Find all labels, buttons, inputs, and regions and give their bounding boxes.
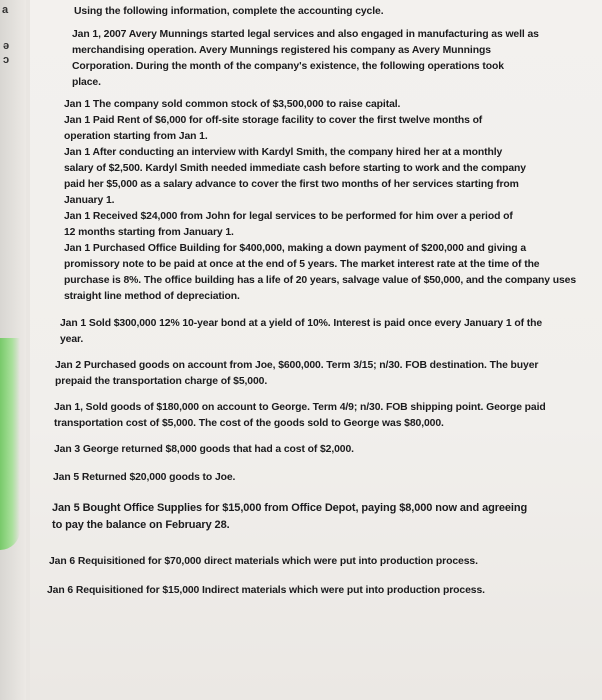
- transaction-line: Jan 5 Bought Office Supplies for $15,000 from Office Depot, paying $8,000 now and agreeing: [52, 502, 528, 514]
- jan3-return-transaction: [54, 442, 354, 458]
- edge-mark-3: ɔ: [3, 54, 10, 66]
- transaction-line: 12 months starting from January 1.: [64, 227, 234, 238]
- transaction-line: purchase is 8%. The office building has a life of 20 years, salvage value of $50,000, and the company uses: [64, 275, 577, 286]
- intro-line: Corporation. During the month of the company's existence, the following operations took: [72, 61, 504, 72]
- transaction-line: Jan 1 The company sold common stock of $3,500,000 to raise capital.: [64, 99, 401, 110]
- transaction-line: transportation cost of $5,000. The cost of the goods sold to George was $80,000.: [54, 418, 444, 429]
- transaction-line: Jan 1 Paid Rent of $6,000 for off-site storage facility to cover the first twelve months of: [64, 115, 483, 126]
- edge-mark-1: a: [2, 4, 9, 16]
- edge-mark-2: ə: [3, 40, 10, 52]
- document-title: [74, 4, 384, 20]
- jan6-direct-materials-transaction: [49, 554, 478, 570]
- transaction-line: Jan 1 After conducting an interview with Kardyl Smith, the company hired her at a monthly: [64, 147, 503, 158]
- transaction-line: operation starting from Jan 1.: [64, 131, 208, 142]
- transaction-line: Jan 1 Sold $300,000 12% 10-year bond at a yield of 10%. Interest is paid once every January 1 of the: [60, 318, 543, 329]
- intro-line: Jan 1, 2007 Avery Munnings started legal services and also engaged in manufacturing as well as: [72, 29, 539, 40]
- transaction-line: Jan 2 Purchased goods on account from Joe, $600,000. Term 3/15; n/30. FOB destination. The buyer: [55, 360, 539, 371]
- jan1-sale-transaction: [54, 400, 546, 432]
- transaction-line: paid her $5,000 as a salary advance to cover the first two months of her services starting from: [64, 179, 519, 190]
- transaction-line: to pay the balance on February 28.: [52, 519, 230, 531]
- transactions-block-1: [64, 97, 576, 305]
- jan5-supplies-transaction: [52, 500, 527, 534]
- bond-transaction: [60, 316, 542, 348]
- transaction-line: Jan 6 Requisitioned for $15,000 Indirect materials which were put into production process.: [47, 585, 485, 596]
- transaction-line: January 1.: [64, 195, 115, 206]
- title-line: Using the following information, complete the accounting cycle.: [74, 6, 384, 17]
- intro-line: place.: [72, 77, 101, 88]
- jan6-indirect-materials-transaction: [47, 583, 485, 599]
- transaction-line: salary of $2,500. Kardyl Smith needed immediate cash before starting to work and the company: [64, 163, 526, 174]
- jan2-purchase-transaction: [55, 358, 538, 390]
- transaction-line: Jan 6 Requisitioned for $70,000 direct materials which were put into production process.: [49, 556, 478, 567]
- jan5-return-transaction: [53, 470, 235, 486]
- transaction-line: promissory note to be paid at once at the end of 5 years. The market interest rate at the time of the: [64, 259, 540, 270]
- transaction-line: straight line method of depreciation.: [64, 291, 240, 302]
- transaction-line: year.: [60, 334, 84, 345]
- intro-line: merchandising operation. Avery Munnings registered his company as Avery Munnings: [72, 45, 491, 56]
- transaction-line: Jan 5 Returned $20,000 goods to Joe.: [53, 472, 236, 483]
- transaction-line: Jan 1 Received $24,000 from John for legal services to be performed for him over a period of: [64, 211, 513, 222]
- green-highlight-mark: [0, 338, 20, 550]
- transaction-line: Jan 1, Sold goods of $180,000 on account to George. Term 4/9; n/30. FOB shipping point. George paid: [54, 402, 546, 413]
- intro-paragraph: [72, 27, 539, 91]
- transaction-line: prepaid the transportation charge of $5,000.: [55, 376, 268, 387]
- transaction-line: Jan 1 Purchased Office Building for $400,000, making a down payment of $200,000 and giving a: [64, 243, 526, 254]
- transaction-line: Jan 3 George returned $8,000 goods that had a cost of $2,000.: [54, 444, 354, 455]
